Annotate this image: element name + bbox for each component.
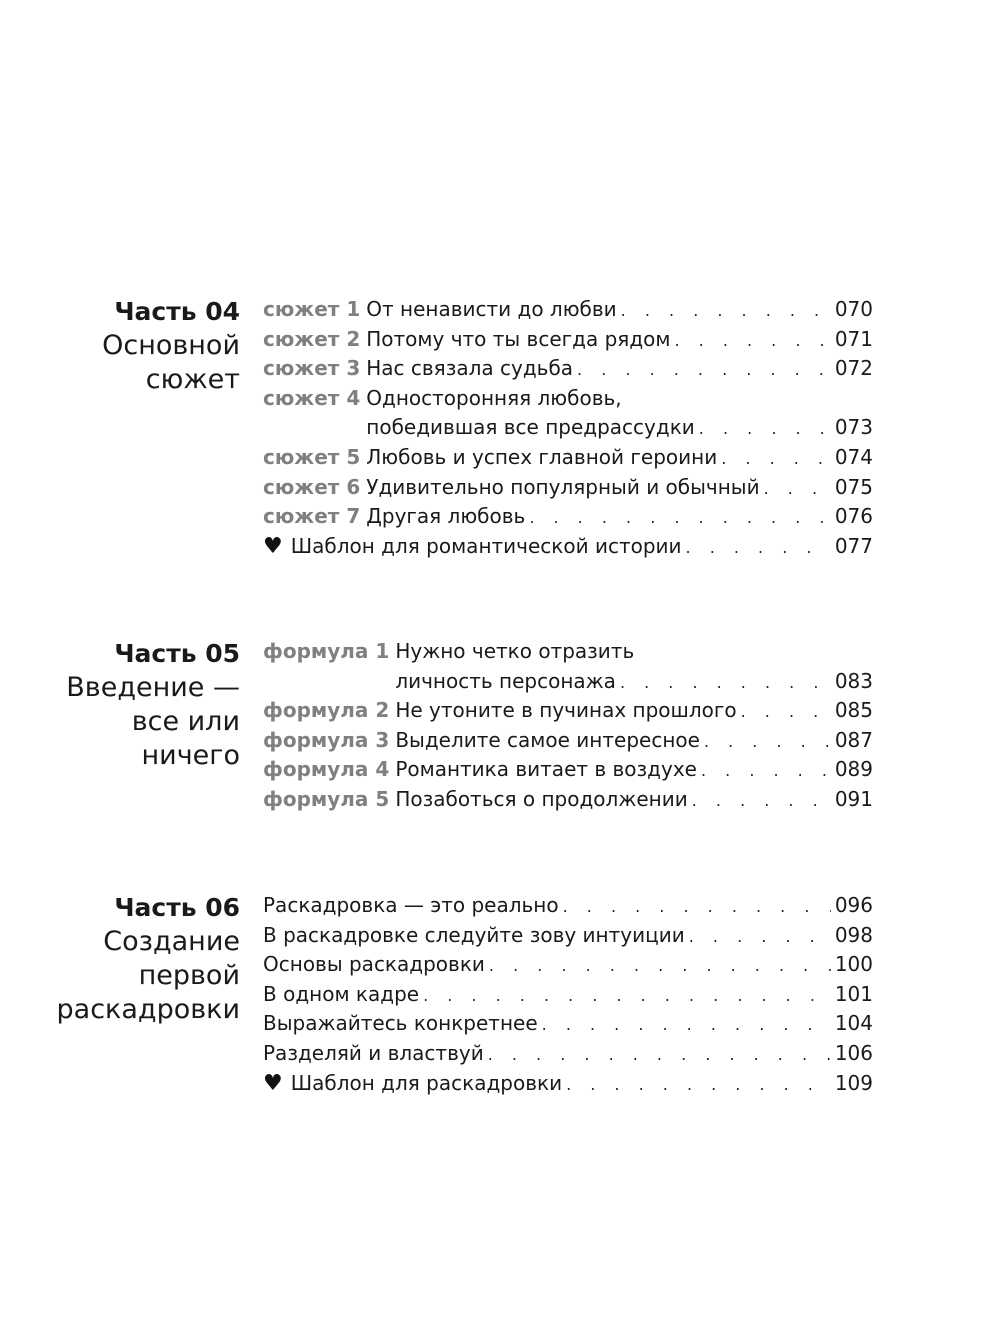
entry-title: Нас связала судьба [366,354,577,384]
part-title: Основной сюжет [102,330,240,395]
dot-leader [563,892,831,922]
page-number: 075 [834,474,873,499]
entry-title: Другая любовь [366,502,529,532]
toc-entry-line [263,726,873,756]
entry-title: Позаботься о продолжении [395,785,691,815]
entry-title: Разделяй и властвуй [263,1039,488,1069]
page-number: 109 [834,1070,873,1095]
toc-entry[interactable] [263,891,873,921]
dot-leader [566,1070,831,1100]
entry-label: сюжет 4 [263,385,361,410]
page-number: 101 [834,981,873,1006]
page-number: 077 [834,533,873,558]
toc-entry[interactable] [263,696,873,726]
toc-entry[interactable] [263,1069,873,1099]
page-number: 072 [834,356,873,381]
toc-entry[interactable] [263,384,873,443]
toc-entry-line [263,473,873,503]
entry-title: Выделите самое интересное [395,726,704,756]
page-number: 070 [834,297,873,321]
entry-label: сюжет 5 [263,444,361,469]
toc-entry-line [263,1009,873,1039]
entry-title: Основы раскадровки [263,950,489,980]
toc-entry[interactable] [263,637,873,696]
part-number: Часть 05 [114,639,240,668]
entry-label: формула 1 [263,639,390,663]
toc-entry[interactable] [263,950,873,980]
toc-entry[interactable] [263,1009,873,1039]
page-number: 091 [834,786,873,811]
entry-label: сюжет 6 [263,474,361,499]
part-title: Введение — все или ничего [66,672,240,771]
entry-label: сюжет 3 [263,356,361,381]
toc-entry[interactable] [263,502,873,532]
part-heading [20,891,240,1027]
entry-label: формула 5 [263,786,390,811]
part-title: Создание первой раскадровки [56,926,240,1025]
entry-title: Романтика витает в воздухе [395,755,701,785]
toc-entries [263,637,873,815]
toc-entry[interactable] [263,726,873,756]
toc-entry[interactable] [263,785,873,815]
entry-title: Шаблон для раскадровки [291,1069,566,1099]
page-number: 074 [834,444,873,469]
dot-leader [721,444,831,474]
entry-title: В раскадровке следуйте зову интуиции [263,921,689,951]
toc-entry-line [263,667,873,697]
dot-leader [764,474,831,504]
entry-title: Удивительно популярный и обычный [366,473,763,503]
entry-title: Раскадровка — это реально [263,891,563,921]
entry-title: Не утоните в пучинах прошлого [395,696,740,726]
page-number: 106 [834,1040,873,1065]
dot-leader [686,533,831,563]
page-number: 083 [834,668,873,693]
dot-leader [692,786,831,816]
page-number: 104 [834,1011,873,1036]
entry-title: В одном кадре [263,980,423,1010]
dot-leader [621,296,831,326]
toc-entry-line [263,950,873,980]
toc-entry[interactable] [263,473,873,503]
dot-leader [689,922,831,952]
toc-entry-line [263,785,873,815]
entry-title: Выражайтесь конкретнее [263,1009,542,1039]
dot-leader [529,503,830,533]
toc-entry-line [263,532,873,562]
part-number: Часть 04 [114,297,240,326]
entry-label: сюжет 7 [263,504,361,529]
entry-label: формула 3 [263,727,390,752]
toc-entry-line [263,1069,873,1099]
toc-entry-line [263,1039,873,1069]
toc-entry-line [263,384,873,414]
heart-icon: ♥ [263,533,283,559]
entry-label: формула 4 [263,757,390,782]
dot-leader [577,355,831,385]
part-number: Часть 06 [114,893,240,922]
dot-leader [704,727,831,757]
toc-entries [263,891,873,1098]
dot-leader [489,951,831,981]
dot-leader [741,697,831,727]
page-number: 087 [834,727,873,752]
page-number: 100 [834,952,873,977]
page-number: 098 [834,922,873,947]
toc-entry[interactable] [263,532,873,562]
entry-label: формула 2 [263,698,390,723]
toc-entry[interactable] [263,921,873,951]
toc-entry-line [263,413,873,443]
page-number: 073 [834,415,873,440]
toc-entry-line [263,755,873,785]
toc-entry-line [263,980,873,1010]
dot-leader [701,756,831,786]
entry-title: От ненависти до любви [366,295,620,325]
toc-entry-line [263,921,873,951]
toc-entry-line [263,696,873,726]
entry-title-continued: личность персонажа [395,667,620,697]
dot-leader [699,414,831,444]
toc-entry[interactable] [263,1039,873,1069]
toc-entry-line [263,637,873,667]
part-heading [20,637,240,773]
entry-title: Шаблон для романтической истории [291,532,686,562]
entry-title: Односторонняя любовь, [366,384,625,414]
page-number: 089 [834,757,873,782]
toc-entry-line [263,891,873,921]
entry-title: Нужно четко отразить [395,637,638,667]
page-number: 076 [834,504,873,529]
toc-entry-line [263,325,873,355]
toc-entry[interactable] [263,443,873,473]
toc-entry[interactable] [263,980,873,1010]
toc-entry[interactable] [263,295,873,325]
entry-title: Потому что ты всегда рядом [366,325,674,355]
entry-title: Любовь и успех главной героини [366,443,721,473]
dot-leader [488,1040,831,1070]
page-number: 071 [834,326,873,351]
toc-entry[interactable] [263,755,873,785]
dot-leader [542,1010,831,1040]
toc-entry-line [263,502,873,532]
toc-entry[interactable] [263,354,873,384]
part-heading [20,295,240,397]
heart-icon: ♥ [263,1070,283,1096]
entry-label: сюжет 2 [263,326,361,351]
dot-leader [620,668,831,698]
toc-entries [263,295,873,561]
page-number: 096 [834,893,873,917]
toc-entry-line [263,354,873,384]
toc-entry[interactable] [263,325,873,355]
dot-leader [423,981,831,1011]
toc-entry-line [263,443,873,473]
dot-leader [674,326,830,356]
entry-label: сюжет 1 [263,297,361,321]
page-number: 085 [834,698,873,723]
toc-entry-line [263,295,873,325]
entry-title-continued: победившая все предрассудки [366,413,699,443]
